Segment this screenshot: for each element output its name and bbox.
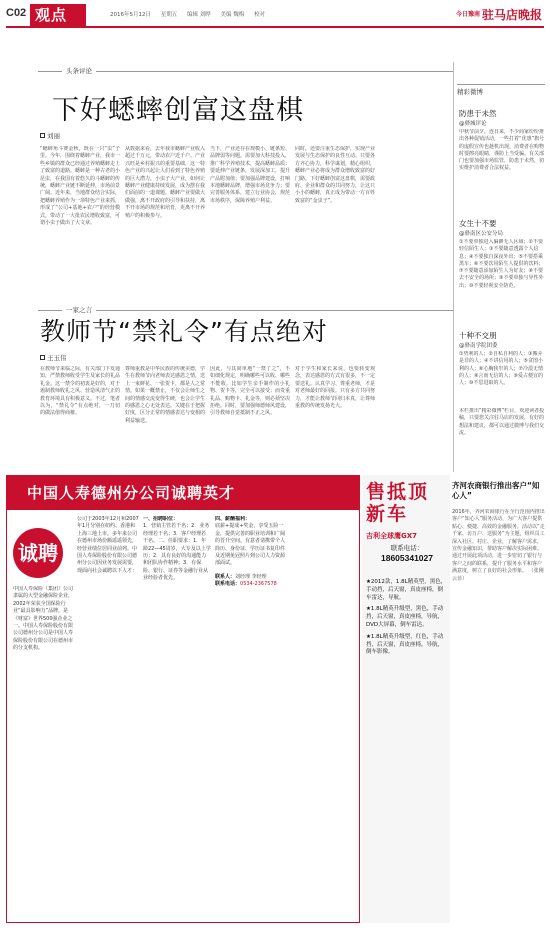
car-item-3: ★1.8L精英升级型，红色，手动挡，后天窗，真皮座椅，导航，倒车影像。 bbox=[366, 633, 444, 656]
rail-title: 精彩微博 bbox=[457, 84, 545, 96]
car-tel-label: 联系电话： bbox=[390, 544, 424, 552]
insurance-recruitment-ad bbox=[6, 475, 360, 923]
article1-headline: 下好蟋蟀创富这盘棋 bbox=[52, 95, 304, 126]
rail-item-3-byline: @驿南学院团委 bbox=[459, 343, 498, 349]
bank-ad-text bbox=[452, 509, 545, 909]
kicker-rule-2 bbox=[38, 310, 453, 311]
article2-kicker: 一家之言 bbox=[62, 305, 96, 314]
insurance-ad-col-2: 公司于2003年12月和2007年1月分别在纽约、香港和上海三地上市。多年来公司在德州市场份额遥遥领先，经营业绩位居同业前列。中国人寿保险股份有限公司德州分公司因业务发展需要，现面向社会诚聘以下人才： bbox=[77, 516, 139, 574]
bank-ad-byline: （张刚 云菲） bbox=[452, 568, 544, 582]
insurance-positions-text: 1．营销主管若干名；2．业务经理若干名；3．客户经理若干名。二、任职要求：1．年龄22—45周岁，大专及以上学历；2．具有良好的沟通能力和团队协作精神；3．有保险、银行、证券等金融行业从业经验者优先。 bbox=[143, 523, 211, 582]
article2-byline bbox=[40, 353, 67, 362]
article2-col-3: 因此，与其简单地“一禁了之”，不如细化规定，明确哪些可以收、哪些不能收。比如学生亲手制作的小礼物、贺卡等，完全可以接受；而贵重礼品、购物卡、礼金等，则必须坚决拒绝。同时，要加强师德师风建设，引导教师自觉抵制不正之风。 bbox=[210, 366, 290, 417]
header-weekday: 星期五 bbox=[160, 12, 178, 18]
header-proofreader: 校对 bbox=[254, 12, 266, 18]
article2-col-2: 尊师重教是中华民族的传统美德，学生在教师节向老师表达感恩之情，送上一束鲜花、一张贺卡，都是人之常情。如果一概禁止，不仅会让师生之间的情感交流变得生硬，也会让学生的感恩之心无处表达。关键在于把握好度，区分正常的情感表达与变相的利益输送。 bbox=[125, 366, 205, 424]
rail-item-1-byline: @驿城评论 bbox=[459, 121, 487, 127]
car-ad-headline: 售抵顶新车 bbox=[366, 481, 430, 525]
contact-names: 刘经理 李经理 bbox=[235, 573, 267, 580]
bank-ad-body: 2016年，齐河农商银行在全行范围内推出客户“知心人”服务活动，为广大客户提供贴心、便捷、高效的金融服务。活动以“走千家、访万户、送服务”为主题，组织员工深入社区、村庄、企业，了解客户需求，宣传金融知识，帮助客户解决实际困难。通过开展此项活动，进一步密切了银行与客户之间的联系，提升了服务水平和客户满意度，树立了良好的社会形象。 bbox=[452, 509, 545, 575]
article1-byline bbox=[40, 131, 60, 140]
insurance-salary-title: 四、薪酬福利： bbox=[215, 516, 251, 522]
header-designer: 美编 魏梅 bbox=[220, 12, 245, 18]
rail-note: 本栏推出“精彩微博”栏目，欢迎读者投稿，只要您关注驻马店的发展，有好的想法和建议，都可以通过微博与我们交流。 bbox=[459, 408, 545, 436]
article1-kicker: 头条评论 bbox=[62, 66, 96, 75]
article2-headline: 教师节“禁礼令”有点绝对 bbox=[40, 317, 328, 346]
header-meta bbox=[110, 10, 273, 18]
article1-col-1: “蟋蟀角斗赛金秋，既在一只“虫”子里。今年，围绕着蟋蟀产业，我市一些乡镇的群众已经通过养殖蟋蟀走上了致富的道路。蟋蟀是一种古老的小昆虫，在我国有着悠久的斗蟋蟀的传统，蟋蟀产业链不断延伸，市场前景广阔。近年来，当地群众结合实际，把蟋蟀养殖作为一项特色产业来抓，形成了“公司+基地+农户”的经营模式，带动了一大批农民增收致富，可谓小虫子做出了大文章。 bbox=[40, 146, 120, 227]
rail-item-1-title: 防患于未然 bbox=[459, 109, 497, 118]
insurance-ad-banner: 中国人寿德州分公司诚聘英才 bbox=[7, 476, 359, 510]
header-date: 2016年5月12日 bbox=[110, 12, 151, 18]
bank-ad-headline: 齐河农商银行推出客户“知心人” bbox=[452, 481, 540, 500]
article2-author: 王玉伟 bbox=[47, 354, 67, 362]
insurance-positions-title: 一、招聘职位： bbox=[143, 516, 179, 522]
article1-author: 刘丽 bbox=[47, 132, 60, 140]
page-header bbox=[6, 4, 544, 28]
rail-item-2-byline: @驿南区公安分局 bbox=[459, 231, 504, 237]
insurance-phone bbox=[215, 581, 287, 588]
rail-item-3-text: ①势利的人；②自私自利的人；③搬弄是非的人；④不讲信用的人；⑤贪图小利的人；⑥心胸狭窄的人；⑦冷漠无情的人；⑧言而无信的人；⑨爱占便宜的人；⑩不思进取的人。 bbox=[459, 351, 543, 387]
car-brand: 吉利全球鹰GX7 bbox=[366, 532, 418, 540]
phone-label: 联系电话： bbox=[215, 581, 241, 588]
header-editor: 编辑 刘晔 bbox=[187, 12, 211, 18]
section-title: 观点 bbox=[30, 4, 86, 26]
insurance-ad-col-4 bbox=[215, 516, 287, 786]
article2-col-1: 在教师节来临之际，有关部门下发通知，严禁教师收受学生及家长的礼品礼金。这一禁令的初衷是好的，对于遏制教师收礼之风、营造风清气正的教育环境具有积极意义。不过，笔者以为，“禁礼令”有点绝对，一刀切的做法值得商榷。 bbox=[40, 366, 120, 417]
paper-logo-text: 驻马店晚报 bbox=[481, 8, 542, 22]
article1-col-4: 同时，还要注重生态保护，实现产业发展与生态保护的良性互动。只要各方齐心协力，科学谋划，精心组织，蟋蟀产业必将成为群众增收致富的好门路。下好蟋蟀创富这盘棋，需要政府、企业和群众的共同努力，让这只小小的蟋蟀，真正成为带动一方百姓致富的“金虫子”。 bbox=[295, 146, 375, 204]
article2-col-4: 对于学生和家长来说，也要转变观念，表达感恩的方式有很多，不一定要送礼。认真学习、尊重老师，才是对老师最好的回报。只有多方共同努力，才能让教师节回归本真，让尊师重教的传统发扬光大。 bbox=[295, 366, 375, 410]
page-number: C02 bbox=[6, 7, 27, 19]
phone-number: 0534-2367578 bbox=[240, 581, 277, 588]
rail-item-3-title: 十种不交朋 bbox=[459, 331, 497, 340]
bank-ad bbox=[452, 475, 545, 923]
car-item-2: ★1.8L精英升级型，黑色，手动挡，后天窗，真皮座椅，导航，DVD大屏幕，倒车雷达。 bbox=[366, 606, 444, 628]
insurance-ad-col-3 bbox=[143, 516, 211, 786]
car-list bbox=[366, 579, 448, 657]
contact-label: 联系人： bbox=[215, 573, 236, 580]
rail-item-1-text: 中秋节前夕，连日来，不少商家纷纷推出各种促销活动，一些打着“优惠”旗号的虚假宣传也趁机出现。消费者在购物时要擦亮眼睛，谨防上当受骗。有关部门也要加强市场监管，防患于未然，切实维护消费者合法权益。 bbox=[459, 129, 545, 172]
insurance-ad-col-1: 中国人寿保险（集团）公司隶属的大型金融保险企业，2002年荣获全国保险行业“最具影响力”品牌，是《财富》世界500强企业之一。中国人寿保险股份有限公司德州分公司是中国人寿保险股份有限公司在德州市的分支机构。 bbox=[13, 586, 73, 652]
insurance-salary-text: 底薪+提成+奖金，享受五险一金，提供完善的职业培训和广阔的晋升空间。有意者请携带个人简历、身份证、学历证书复印件及近期免冠照片到公司人力资源部面试。 bbox=[215, 523, 286, 567]
rail-item-2-text: ①不要单独进入偏僻无人区域；②不要轻信陌生人；③不要随意透露个人信息；④不要独自深夜外出；⑤不要搭乘黑车；⑥不要饮用陌生人提供的饮料；⑦不要随意添加陌生人为好友；⑧不要去不安全的场所；⑨不要单独与异性外出；⑩不要轻视安全防范。 bbox=[459, 239, 544, 289]
rail-divider bbox=[453, 62, 454, 472]
rail-item-2-title: 女生十不要 bbox=[459, 219, 497, 228]
article1-col-2: 从数据来看，去年我市蟋蟀产业收入超过千万元，带动农户近千户。产业兴旺是乡村振兴的重要基础，这一特色产业的兴起让人们看到了特色养殖的巨大潜力。小虫子大产业，如何让蟋蟀产业健康持续发展，成为摆在我们面前的一道课题。蟋蟀产业要做大做强，离不开政府的引导和扶持，离不开市场的规范和培育，更离不开养殖户的积极参与。 bbox=[125, 146, 205, 219]
car-item-1: ★2012款，1.8L精英型，黑色，手动挡，后天窗，真皮座椅，倒车雷达，导航。 bbox=[366, 579, 447, 601]
paper-logo bbox=[456, 6, 542, 23]
car-sale-ad bbox=[362, 475, 450, 923]
article1-col-3: 当下，产业还存在规模小、链条短、品牌弱等问题。需要加大科技投入，推广科学养殖技术，提高蟋蟀品质；要延伸产业链条，发展深加工，提升产品附加值；要加强品牌建设，打响本地蟋蟀品牌，增强市场竞争力；要完善服务体系，建立行业协会，规范市场秩序，保障养殖户利益。 bbox=[210, 146, 290, 204]
author-icon bbox=[40, 355, 45, 360]
car-phone: 18605341027 bbox=[380, 553, 433, 563]
paper-name: 今日豫南 bbox=[455, 11, 480, 18]
kicker-rule-1 bbox=[38, 71, 453, 72]
recruit-seal: 诚聘 bbox=[13, 528, 63, 578]
author-icon bbox=[40, 133, 45, 138]
